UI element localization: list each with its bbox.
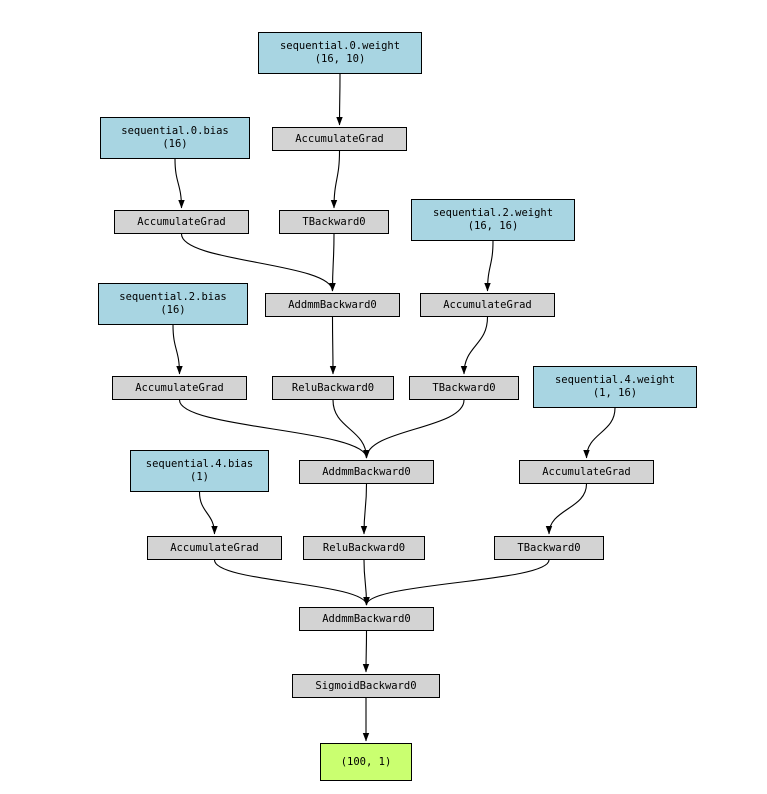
graph-edge: [367, 400, 465, 458]
graph-edge: [334, 151, 340, 208]
graph-edge: [366, 631, 367, 672]
graph-node-n20: [292, 674, 440, 698]
graph-node-label: AccumulateGrad: [135, 381, 224, 394]
graph-node-shape: (1): [190, 471, 209, 483]
graph-node-label: AccumulateGrad: [137, 215, 226, 228]
graph-edge: [333, 400, 367, 458]
graph-node-label: (100, 1): [340, 755, 392, 768]
graph-node-n18: [494, 536, 604, 560]
graph-node-shape: (16): [162, 138, 188, 150]
graph-node-label: AccumulateGrad: [443, 298, 532, 311]
graph-node-label: sequential.4.weight: [554, 374, 676, 386]
graph-node-label: AccumulateGrad: [542, 465, 631, 478]
graph-node-n5: [411, 199, 575, 241]
graph-node-label: TBackward0: [302, 215, 366, 228]
graph-node-label: ReluBackward0: [322, 541, 406, 554]
graph-node-label: TBackward0: [517, 541, 581, 554]
graph-node-label: TBackward0: [432, 381, 496, 394]
graph-node-shape: (16, 10): [314, 53, 366, 65]
graph-edge: [367, 560, 550, 605]
graph-node-n12: [533, 366, 697, 408]
graph-node-label: sequential.0.weight: [279, 40, 401, 52]
graph-node-shape: (16, 16): [467, 220, 519, 232]
graph-edge: [488, 241, 494, 291]
graph-node-shape: (16): [160, 304, 186, 316]
graph-node-n9: [112, 376, 247, 400]
graph-node-n13: [130, 450, 269, 492]
graph-edge: [173, 325, 180, 374]
graph-node-label: sequential.2.weight: [432, 207, 554, 219]
graph-edge: [340, 74, 341, 125]
graph-node-n11: [409, 376, 519, 400]
graph-node-n3: [114, 210, 249, 234]
graph-node-label: ReluBackward0: [291, 381, 375, 394]
graph-node-label: AccumulateGrad: [295, 132, 384, 145]
graph-node-n14: [299, 460, 434, 484]
graph-edge: [200, 492, 215, 534]
graph-node-label: sequential.4.bias: [145, 458, 254, 470]
graph-node-label: sequential.2.bias: [119, 291, 227, 303]
graph-node-label: AddmmBackward0: [288, 298, 377, 311]
graph-node-n21: [320, 743, 412, 781]
graph-node-n4: [279, 210, 389, 234]
graph-edge: [364, 484, 367, 534]
graph-edge: [333, 234, 335, 291]
graph-edge: [464, 317, 488, 374]
graph-edge: [364, 560, 367, 605]
graph-edge: [549, 484, 587, 534]
graph-node-shape: (1, 16): [592, 387, 638, 399]
graph-node-label: AddmmBackward0: [322, 465, 411, 478]
graph-node-n19: [299, 607, 434, 631]
graph-node-n1: [100, 117, 250, 159]
graph-edge: [215, 560, 367, 605]
graph-node-label: AccumulateGrad: [170, 541, 259, 554]
graph-node-label: AddmmBackward0: [322, 612, 411, 625]
graph-node-n16: [147, 536, 282, 560]
graph-edge: [333, 317, 334, 374]
graph-node-n7: [265, 293, 400, 317]
graph-node-label: SigmoidBackward0: [315, 679, 417, 692]
graph-node-label: sequential.0.bias: [121, 125, 229, 137]
graph-node-n0: [258, 32, 422, 74]
graph-node-n10: [272, 376, 394, 400]
graph-edge: [175, 159, 182, 208]
graph-node-n6: [98, 283, 248, 325]
graph-node-n2: [272, 127, 407, 151]
graph-node-n17: [303, 536, 425, 560]
graph-node-n15: [519, 460, 654, 484]
graph-node-n8: [420, 293, 555, 317]
graph-edge: [587, 408, 616, 458]
